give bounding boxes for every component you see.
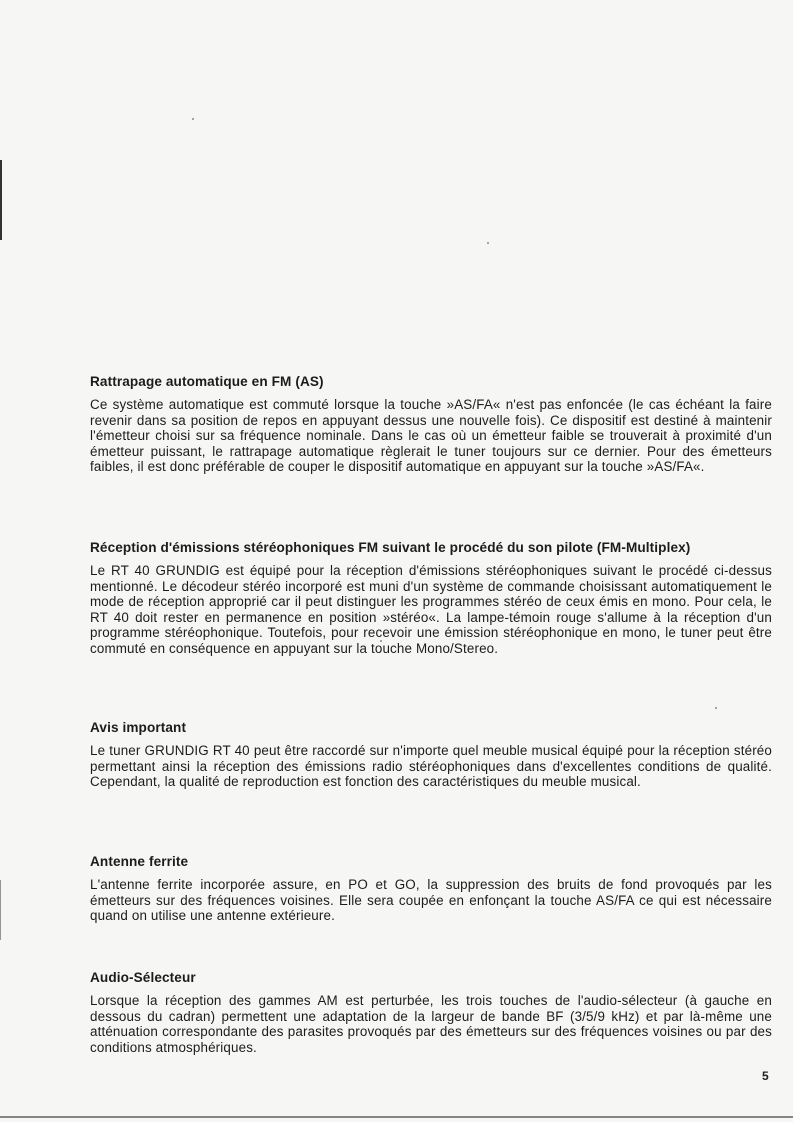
section-text: Le RT 40 GRUNDIG est équipé pour la réception d'émissions stéréophoniques suivant le procédé ci-dessus mentionné. Le décodeur stéréo incorporé est muni d'un système de commande choisissant automatiquement le mode de réception approprié car il peut distinguer les programmes stéréo de ceux émis en mono. Pour cela, le RT 40 doit rester en permanence en position »stéréo«. La lampe-témoin rouge s'allume à la réception d'un programme stéréophonique. Toutefois, pour recevoir une émission stéréophonique en mono, le tuner peut être commuté en conséquence en appuyant sur la touche Mono/Stereo. xyxy=(90,563,772,656)
section-title: Antenne ferrite xyxy=(90,854,189,869)
section-title: Réception d'émissions stéréophoniques FM suivant le procédé du son pilote (FM-Multiplex) xyxy=(90,540,691,555)
section-title: Audio-Sélecteur xyxy=(90,970,196,985)
section-antenne-ferrite xyxy=(90,853,772,924)
section-rattrapage xyxy=(90,373,772,475)
section-text: Le tuner GRUNDIG RT 40 peut être raccordé sur n'importe quel meuble musical équipé pour la réception stéréo permettant ainsi la réception des émissions radio stéréophoniques dans d'excellentes conditions de qualité. Cependant, la qualité de reproduction est fonction des caractéristiques du meuble musical. xyxy=(90,743,772,790)
scan-edge-mark xyxy=(0,880,1,940)
section-title: Avis important xyxy=(90,720,187,735)
scan-bottom-edge xyxy=(0,1116,793,1118)
scan-speck xyxy=(715,707,717,709)
scan-speck xyxy=(192,118,194,120)
scan-speck xyxy=(487,242,489,244)
section-audio-selecteur xyxy=(90,969,772,1055)
scan-edge-mark xyxy=(0,160,2,240)
section-avis-important xyxy=(90,719,772,790)
section-text: Ce système automatique est commuté lorsque la touche »AS/FA« n'est pas enfoncée (le cas échéant la faire revenir dans sa position de repos en appuyant dessus une nouvelle fois). Ce dispositif est destiné à maintenir l'émetteur choisi sur sa fréquence nominale. Dans le cas où un émetteur faible se trouverait à proximité d'un émetteur puissant, le rattrapage automatique règlerait le tuner toujours sur ce dernier. Pour des émetteurs faibles, il est donc préférable de couper le dispositif automatique en appuyant sur la touche »AS/FA«. xyxy=(90,397,772,475)
page-number: 5 xyxy=(762,1069,769,1083)
section-title: Rattrapage automatique en FM (AS) xyxy=(90,374,324,389)
section-text: Lorsque la réception des gammes AM est perturbée, les trois touches de l'audio-sélecteur (à gauche en dessous du cadran) permettent une adaptation de la largeur de bande BF (3/5/9 kHz) et par là-même une atténuation correspondante des parasites provoqués par des émetteurs sur des fréquences voisines ou par des conditions atmosphériques. xyxy=(90,993,772,1055)
section-reception-stereo xyxy=(90,539,772,657)
section-text: L'antenne ferrite incorporée assure, en PO et GO, la suppression des bruits de fond provoqués par les émetteurs sur des fréquences voisines. Elle sera coupée en enfonçant la touche AS/FA ce qui est nécessaire quand on utilise une antenne extérieure. xyxy=(90,877,772,924)
